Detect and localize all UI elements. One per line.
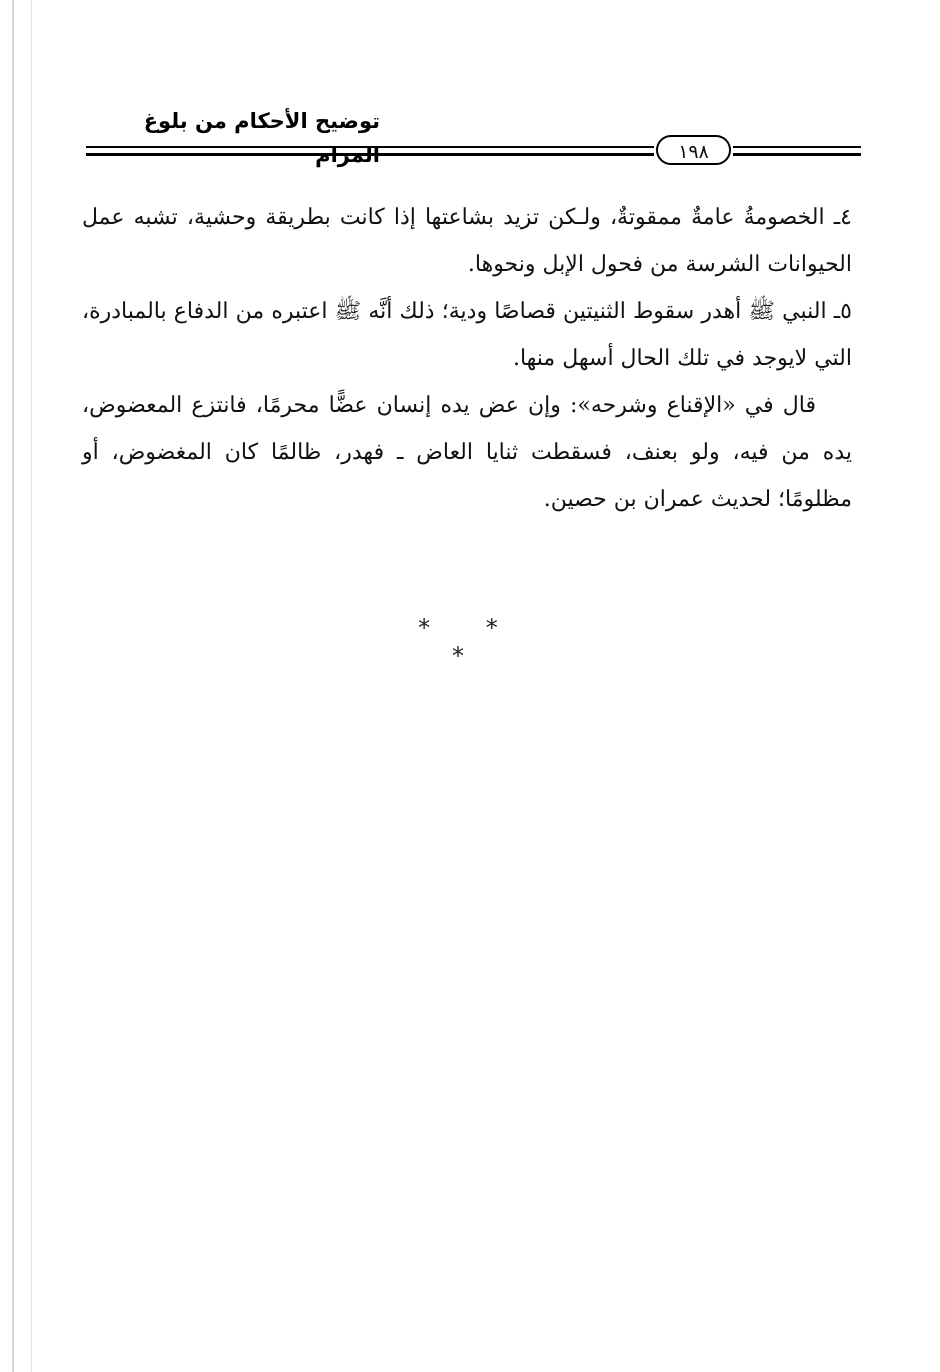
- header-rule-left-thin: [86, 146, 654, 148]
- section-separator: * * *: [418, 614, 522, 670]
- header-rule-left-thick: [86, 153, 654, 156]
- scan-edge-secondary: [31, 0, 32, 1372]
- paragraph-item-4: ٤ـ الخصومةُ عامةٌ ممقوتةٌ، ولـكن تزيد بشاعتها إذا كانت بطريقة وحشية، تشبه عمل الحيوانات الشرسة من فحول الإبل ونحوها.: [82, 205, 852, 277]
- running-head-title: توضيح الأحكام من بلوغ المرام: [143, 109, 380, 167]
- paragraph-item-5: ٥ـ النبي ﷺ أهدر سقوط الثنيتين قصاصًا ودية؛ ذلك أنَّه ﷺ اعتبره من الدفاع بالمبادرة، التي لايوجد في تلك الحال أسهل منها.: [82, 299, 852, 371]
- page-number-badge: ١٩٨: [656, 135, 731, 165]
- paragraph-quote: قال في «الإقناع وشرحه»: وإن عض يده إنسان عضًّا محرمًا، فانتزع المعضوض، يده من فيه، ولو بعنف، فسقطت ثنايا العاض ـ فهدر، ظالمًا كان المغضوض، أو مظلومًا؛ لحديث عمران بن حصين.: [82, 393, 852, 512]
- page-body: [82, 194, 852, 523]
- scan-edge: [12, 0, 14, 1372]
- header-rule-right-thin: [733, 146, 861, 148]
- header-rule-right-thick: [733, 153, 861, 156]
